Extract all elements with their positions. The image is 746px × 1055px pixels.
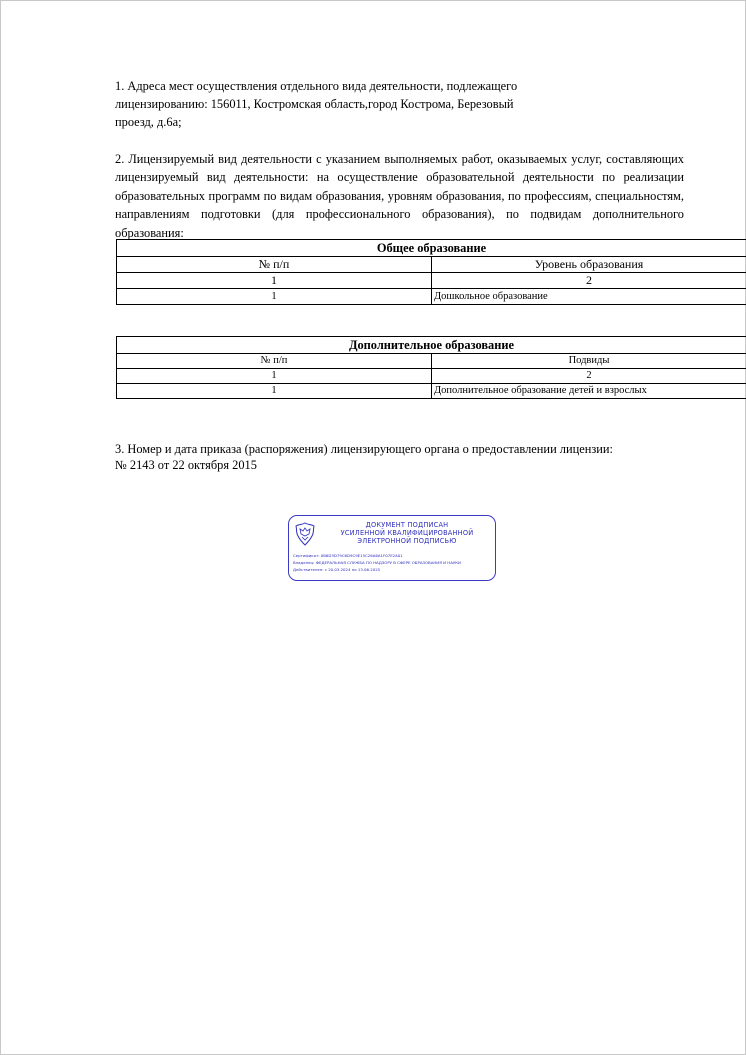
stamp-certificate: Сертификат: 0B6D3D79C6D9C9E15C26A6A1F07E2A01 (293, 553, 403, 558)
table-title: Общее образование (117, 240, 746, 257)
section-1-line: 1. Адреса мест осуществления отдельного вида деятельности, подлежащего (115, 79, 518, 93)
section-1-line: проезд, д.6а; (115, 115, 182, 129)
section-3-order (115, 441, 695, 473)
column-number-2: 2 (432, 369, 746, 384)
order-number-date: № 2143 от 22 октября 2015 (115, 458, 257, 472)
stamp-title: ДОКУМЕНТ ПОДПИСАН (365, 521, 449, 529)
column-header-subtype: Подвиды (432, 354, 746, 369)
section-1-line: лицензированию: 156011, Костромская область,город Кострома, Березовый (115, 97, 514, 111)
section-3-line: 3. Номер и дата приказа (распоряжения) лицензирующего органа о предоставлении лицензии: (115, 442, 613, 456)
section-2-activity-type: 2. Лицензируемый вид деятельности с указанием выполняемых работ, оказываемых услуг, составляющих лицензируемый вид деятельности: на осуществление образовательной деятельности по реализации образовательных программ по видам образования, уровням образования, по профессиям, специальностям, направлениям подготовки (для профессионального образования), по подвидам дополнительного образования: (115, 152, 684, 240)
column-header-number: № п/п (117, 354, 432, 369)
column-number-1: 1 (117, 369, 432, 384)
general-education-table (116, 239, 746, 305)
table-header-row (117, 257, 746, 273)
column-header-number: № п/п (117, 257, 432, 273)
stamp-validity: Действителен: с 20.03.2024 по 13.06.2025 (293, 567, 381, 572)
table-header-row (117, 354, 746, 369)
column-number-1: 1 (117, 273, 432, 289)
row-number: 1 (117, 289, 432, 305)
stamp-owner: Владелец: ФЕДЕРАЛЬНАЯ СЛУЖБА ПО НАДЗОРУ В СФЕРЕ ОБРАЗОВАНИЯ И НАУКИ (293, 560, 461, 565)
additional-education-table (116, 336, 746, 399)
section-1-addresses (115, 77, 575, 131)
table-row (117, 384, 746, 399)
stamp-subtitle: ЭЛЕКТРОННОЙ ПОДПИСЬЮ (357, 537, 457, 545)
table-title-row (117, 240, 746, 257)
coat-of-arms-icon (293, 521, 317, 547)
table-title: Дополнительное образование (117, 337, 746, 354)
row-value: Дошкольное образование (432, 289, 746, 305)
electronic-signature-stamp (288, 515, 496, 581)
table-title-row (117, 337, 746, 354)
row-value: Дополнительное образование детей и взрослых (432, 384, 746, 399)
column-number-2: 2 (432, 273, 746, 289)
column-header-level: Уровень образования (432, 257, 746, 273)
row-number: 1 (117, 384, 432, 399)
stamp-subtitle: УСИЛЕННОЙ КВАЛИФИЦИРОВАННОЙ (340, 529, 474, 537)
table-number-row (117, 369, 746, 384)
table-row (117, 289, 746, 305)
table-number-row (117, 273, 746, 289)
